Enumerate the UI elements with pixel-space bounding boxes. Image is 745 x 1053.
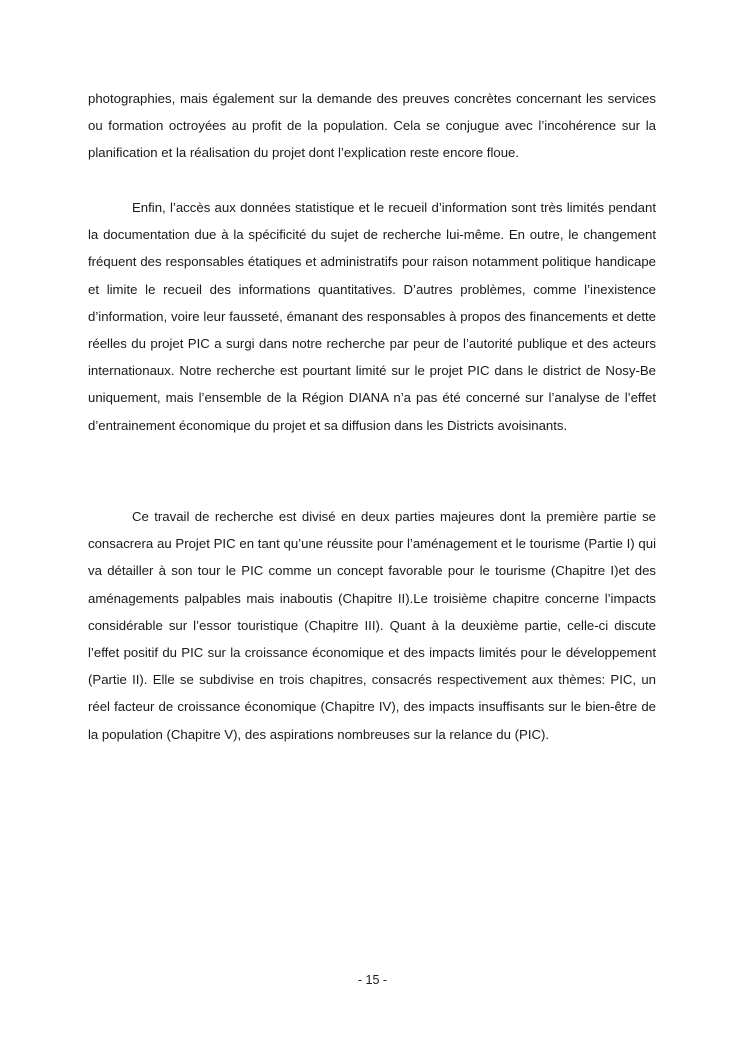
paragraph-outline: Ce travail de recherche est divisé en deux parties majeures dont la première partie se consacrera au Projet PIC en tant qu’une réussite pour l’aménagement et le tourisme (Partie I) qui va détailler à son tour le PIC comme un concept favorable pour le tourisme (Chapitre I)et des aménagements palpables mais inaboutis (Chapitre II).Le troisième chapitre concerne l’impacts considérable sur l’essor touristique (Chapitre III). Quant à la deuxième partie, celle-ci discute l’effet positif du PIC sur la croissance économique et des impacts limités pour le développement (Partie II). Elle se subdivise en trois chapitres, consacrés respectivement aux thèmes: PIC, un réel facteur de croissance économique (Chapitre IV), des impacts insuffisants sur le bien-être de la population (Chapitre V), des aspirations nombreuses sur la relance du (PIC).	[88, 509, 656, 742]
paragraph-continuation: photographies, mais également sur la demande des preuves concrètes concernant les services ou formation octroyées au profit de la population. Cela se conjugue avec l’incohérence sur la planification et la réalisation du projet dont l’explication reste encore floue.	[88, 91, 656, 161]
paragraph-limitations: Enfin, l’accès aux données statistique et le recueil d’information sont très limités pendant la documentation due à la spécificité du sujet de recherche lui-même. En outre, le changement fréquent des responsables étatiques et administratifs pour raison notamment politique handicape et limite le recueil des informations quantitatives. D’autres problèmes, comme l’inexistence d’information, voire leur fausseté, émanant des responsables à propos des financements et dette réelles du projet PIC a surgi dans notre recherche par peur de l’autorité publique et des acteurs internationaux. Notre recherche est pourtant limité sur le projet PIC dans le district de Nosy-Be uniquement, mais l’ensemble de la Région DIANA n’a pas été concerné sur l’analyse de l’effet d’entrainement économique du projet et sa diffusion dans les Districts avoisinants.	[88, 200, 656, 433]
page-number: - 15 -	[357, 973, 388, 987]
